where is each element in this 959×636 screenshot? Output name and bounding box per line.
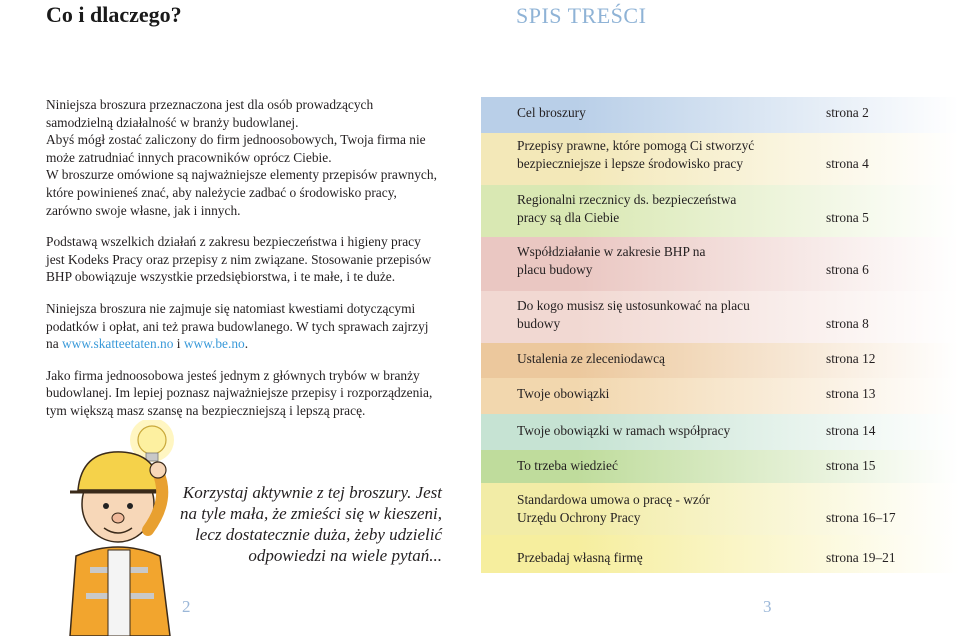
toc-item-title: Twoje obowiązki w ramach współpracy — [517, 423, 731, 438]
toc-item-page: strona 14 — [826, 423, 876, 438]
page-title: Co i dlaczego? — [46, 2, 182, 27]
toc-item-page: strona 5 — [826, 210, 869, 225]
toc-item-page: strona 12 — [826, 351, 876, 366]
toc-item-title: Do kogo musisz się ustosunkować na placu budowy — [517, 298, 750, 331]
toc-item-title: Współdziałanie w zakresie BHP na placu budowy — [517, 244, 706, 277]
toc-item-title: Ustalenia ze zleceniodawcą — [517, 351, 665, 366]
paragraph-4: Jako firma jednoosobowa jesteś jednym z głównych trybów w branży budowlanej. Im lepiej poznasz najważniejsze przepisy i rozporządzenia, tym większą masz szansę na bezpieczniejszą i lepszą pracę. — [46, 367, 433, 418]
sentence: Niniejsza broszura nie zajmuje się natomiast kwestiami dotyczącymi podatków i opłat, ani też prawa budowlanego. W tych sprawach zajrzyj na — [46, 300, 429, 352]
toc-item-page: strona 16–17 — [826, 510, 896, 525]
toc-title: SPIS TREŚCI — [516, 3, 647, 28]
toc-item-page: strona 2 — [826, 105, 869, 120]
paragraph-1 — [46, 96, 438, 219]
toc-item[interactable] — [481, 185, 959, 237]
toc-item[interactable] — [481, 343, 959, 378]
page-number-right: 3 — [763, 597, 772, 616]
conjunction: i — [173, 336, 184, 352]
toc-item[interactable] — [481, 237, 959, 291]
toc-item-title: Regionalni rzecznicy ds. bezpieczeństwa pracy są dla Ciebie — [517, 192, 737, 225]
toc-item-title: Twoje obowiązki — [517, 386, 610, 401]
toc-item-title: Przebadaj własną firmę — [517, 550, 643, 565]
toc-item[interactable] — [481, 535, 959, 573]
toc-item[interactable] — [481, 291, 959, 343]
toc-item-page: strona 13 — [826, 386, 876, 401]
toc-item-page: strona 15 — [826, 458, 876, 473]
toc-item[interactable] — [481, 483, 959, 535]
toc-item[interactable] — [481, 97, 959, 133]
toc-item[interactable] — [481, 378, 959, 414]
toc-item[interactable] — [481, 450, 959, 483]
punctuation: . — [244, 336, 249, 352]
sentence: Abyś mógł zostać zaliczony do firm jednoosobowych, Twoja firma nie może zatrudniać innych pracowników oprócz Ciebie. — [46, 132, 426, 165]
page-number-left: 2 — [182, 597, 191, 616]
tip-quote: Korzystaj aktywnie z tej broszury. Jest na tyle mała, że zmieści się w kieszeni, lecz dostatecznie duża, żeby udzielić odpowiedzi na wiele pytań... — [179, 483, 442, 565]
intro-text — [46, 96, 438, 434]
link-skatteetaten[interactable]: www.skatteetaten.no — [62, 336, 174, 352]
sentence: W broszurze omówione są najważniejsze elementy przepisów prawnych, które powinieneś znać, aby należycie zadbać o środowisko pracy, zarówno swoje własne, jak i innych. — [46, 167, 437, 218]
toc-item-page: strona 4 — [826, 156, 869, 171]
toc-item-page: strona 19–21 — [826, 550, 896, 565]
toc-item-page: strona 6 — [826, 262, 869, 277]
toc-item[interactable] — [481, 133, 959, 185]
toc-item[interactable] — [481, 414, 959, 450]
paragraph-2: Podstawą wszelkich działań z zakresu bezpieczeństwa i higieny pracy jest Kodeks Pracy oraz przepisy z nim związane. Stosowanie przepisów BHP obowiązuje wszystkie przedsiębiorstwa, i te małe, i te duże. — [46, 234, 432, 285]
paragraph-3 — [46, 300, 438, 353]
toc-item-title: Standardowa umowa o pracę - wzór Urzędu Ochrony Pracy — [517, 492, 710, 525]
sentence: Niniejsza broszura przeznaczona jest dla osób prowadzących samodzielną działalność w branży budowlanej. — [46, 97, 374, 130]
toc-item-title: To trzeba wiedzieć — [517, 458, 618, 473]
toc-item-title: Cel broszury — [517, 105, 586, 120]
link-be[interactable]: www.be.no — [183, 336, 245, 352]
toc-item-page: strona 8 — [826, 316, 869, 331]
toc-item-title: Przepisy prawne, które pomogą Ci stworzyć bezpieczniejsze i lepsze środowisko pracy — [517, 138, 755, 171]
